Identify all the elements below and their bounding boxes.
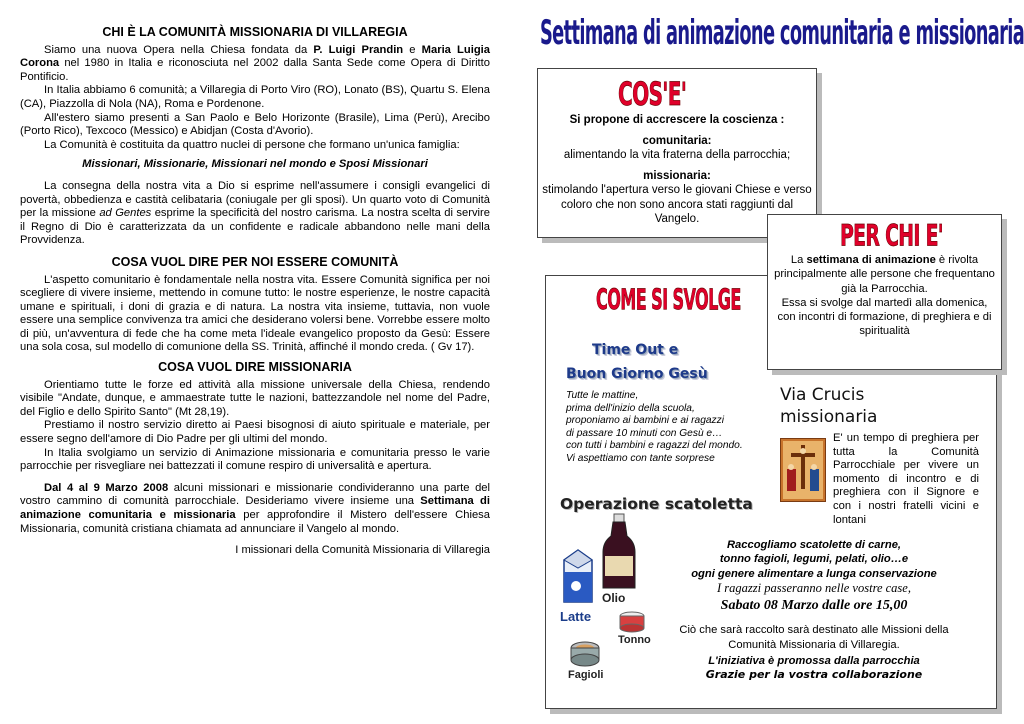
cose-comunitaria: comunitaria:: [642, 134, 712, 147]
text: con tutti i bambini e ragazzi del mondo.: [566, 440, 743, 452]
para-nuclei: La Comunità è costituita da quattro nuclei di persone che formano un'unica famiglia:: [44, 138, 460, 151]
text: Grazie per la vostra collaborazione: [705, 668, 923, 682]
label-latte: Latte: [560, 609, 592, 624]
text: La: [790, 254, 807, 266]
per-chi-p2: Essa si svolge dal martedì alla domenica, con incontri di formazione, di preghiera e di spiritualità: [777, 296, 992, 338]
para-consegna: [20, 180, 490, 248]
ad-gentes: ad Gentes: [99, 207, 152, 220]
text: nel 1980 in Italia e riconosciuta nel 2002 dalla Santa Sede come Opera di Diritto Pontificio.: [20, 57, 490, 83]
title-per-chi: PER CHI E': [840, 219, 943, 254]
text: per approfondire il Mistero dell'essere Chiesa Missionaria, comunità cristiana chiamata ad annunciare il Vangelo al mondo.: [20, 509, 490, 535]
oil-bottle-icon: [599, 512, 639, 597]
cose-text: [542, 113, 812, 227]
timeout-line1: Time Out e: [592, 342, 679, 358]
cose-missionaria-text: stimolando l'apertura verso le giovani Chiese e verso coloro che non sono ancora stati raggiunti dal Vangelo.: [542, 184, 812, 225]
text: settimana di animazione: [806, 254, 936, 266]
founder-name: Maria Luigia Corona: [20, 43, 490, 70]
text: alcuni missionari e missionarie condivideranno una parte del vostro cammino di comunità parrocchiale. Desideriamo vivere insieme una: [20, 481, 491, 508]
text: Tutte le mattine,: [566, 390, 639, 401]
via-crucis-text: E' un tempo di preghiera per tutta la Comunità Parrocchiale per vivere un momento di incontro e di preghiera con il Signore e con i nostri fratelli vicini e lontani: [833, 432, 979, 526]
date-range: Dal 4 al 9 Marzo 2008: [44, 481, 169, 494]
text: di passare 10 minuti con Gesù e…: [566, 427, 723, 439]
scatoletta-title: Operazione scatoletta: [560, 495, 753, 513]
per-chi-text: [774, 253, 995, 339]
main-headline: Settimana di animazione comunitaria e missionaria: [540, 14, 1024, 53]
para-fondazione: [20, 44, 490, 85]
title-cose: COS'E': [618, 75, 687, 113]
text: Raccogliamo scatolette di carne,: [726, 539, 902, 551]
para-italia: In Italia abbiamo 6 comunità; a Villaregia di Porto Viro (RO), Lonato (BS), Quartu S. Elena (CA), Piazzolla di Nola (NA), Roma e Pordenone.: [20, 84, 490, 110]
text: tonno fagioli, legumi, pelati, olio…e: [719, 553, 909, 566]
label-tonno: Tonno: [618, 634, 651, 646]
heading-comunita: COSA VUOL DIRE PER NOI ESSERE COMUNITÀ: [111, 254, 399, 269]
text: esprime la specificità del nostro carisma. La nostra scelta di servire il Regno di Dio è caratterizzata da un confidente e radicale abbandono nelle mani della Provvidenza.: [20, 207, 490, 247]
founder-name: P. Luigi Prandin: [313, 43, 404, 56]
crucifix-icon: [780, 438, 826, 502]
text: L'iniziativa è promossa dalla parrocchia: [708, 655, 920, 668]
text: missionaria: [780, 407, 878, 427]
per-chi-p1: [774, 253, 995, 296]
timeout-line2: Buon Giorno Gesù: [566, 366, 708, 382]
text: La consegna della nostra vita a Dio si esprime nell'assumere i consigli evangelici di povertà, obbedienza e castità celibataria (coniugale per gli sposi). Un quarto voto di Comunità per la missione: [20, 179, 490, 220]
text: Siamo una nuova Opera nella Chiesa fondata da: [44, 43, 314, 56]
cose-missionaria: missionaria:: [643, 169, 711, 182]
para-comunitario: L'aspetto comunitario è fondamentale nella nostra vita. Essere Comunità significa per noi scegliere di vivere insieme, mettendo in comune tutto: le nostre esperienze, le nostre capacità umane e spirituali, i doni di grazia e di natura. La nostra vita insieme, tuttavia, non vuole essere una semplice convivenza tra amici che desiderano volersi bene. Vorrebbe essere molto di più, un'avventura di fede che ha come meta l'ideale evangelico proposto da Gesù: Essere una sola cosa, sul modello di comunione della SS. Trinità, affinché il mondo creda. ( Gv 17).: [20, 273, 490, 354]
text: I ragazzi passeranno nelle vostre case,: [717, 580, 911, 595]
left-column: [20, 22, 490, 558]
title-svolge: COME SI SVOLGE: [596, 284, 741, 317]
para-animazione: In Italia svolgiamo un servizio di Animazione missionaria e comunitaria presso le varie parrocchie per risvegliare nei battezzati il comune respiro di universalità e apertura.: [20, 446, 490, 473]
signature: I missionari della Comunità Missionaria di Villaregia: [235, 544, 490, 557]
text: è rivolta principalmente alle persone che frequentano già la Parrocchia.: [774, 254, 995, 295]
cose-comunitaria-text: alimentando la vita fraterna della parrocchia;: [563, 149, 791, 161]
cose-intro: Si propone di accrescere la coscienza :: [569, 114, 785, 126]
event-name: Settimana di animazione comunitaria e missionaria: [20, 495, 490, 521]
date-time: Sabato 08 Marzo dalle ore 15,00: [720, 598, 908, 614]
box-cose: [537, 68, 817, 238]
para-estero: All'estero siamo presenti a San Paolo e Belo Horizonte (Brasile), Lima (Perù), Arecibo (Porto Rico), Texcoco (Messico) e Abidjan (Costa d'Avorio).: [20, 111, 490, 138]
box-per-chi: [767, 214, 1002, 370]
text: Vi aspettiamo con tante sorprese: [566, 452, 715, 464]
text: Via Crucis: [780, 385, 865, 405]
milk-icon: [560, 548, 596, 609]
text: ogni genere alimentare a lunga conservazione: [691, 567, 937, 580]
label-olio: Olio: [602, 591, 626, 605]
text: Ciò che sarà raccolto sarà destinato alle Missioni della Comunità Missionaria di Villaregia.: [679, 624, 949, 651]
text: prima dell'inizio della scuola,: [566, 402, 695, 414]
via-crucis-title: [780, 384, 877, 428]
heading-chi-e: CHI È LA COMUNITÀ MISSIONARIA DI VILLAREGIA: [102, 25, 408, 39]
heading-missionaria: COSA VUOL DIRE MISSIONARIA: [158, 360, 352, 375]
para-servizio: Prestiamo il nostro servizio diretto ai Paesi bisognosi di aiuto spirituale e materiale, per essere segno dell'amore di Dio Padre per gli ultimi del mondo.: [20, 419, 490, 446]
text: proponiamo ai bambini e ai ragazzi: [566, 415, 724, 427]
para-orientiamo: Orientiamo tutte le forze ed attività alla missione universale della Chiesa, rendendo visibile "Andate, dunque, e ammaestrate tutte le nazioni, battezzandole nel nome del Padre, del Figlio e dello Spirito Santo" (Mt 28,19).: [20, 378, 490, 418]
text: e: [403, 43, 422, 56]
para-date: [20, 482, 490, 536]
nuclei-list: Missionari, Missionarie, Missionari nel mondo e Sposi Missionari: [82, 158, 428, 171]
timeout-description: [566, 390, 781, 466]
raccolta-text: [664, 538, 964, 683]
label-fagioli: Fagioli: [568, 669, 604, 681]
